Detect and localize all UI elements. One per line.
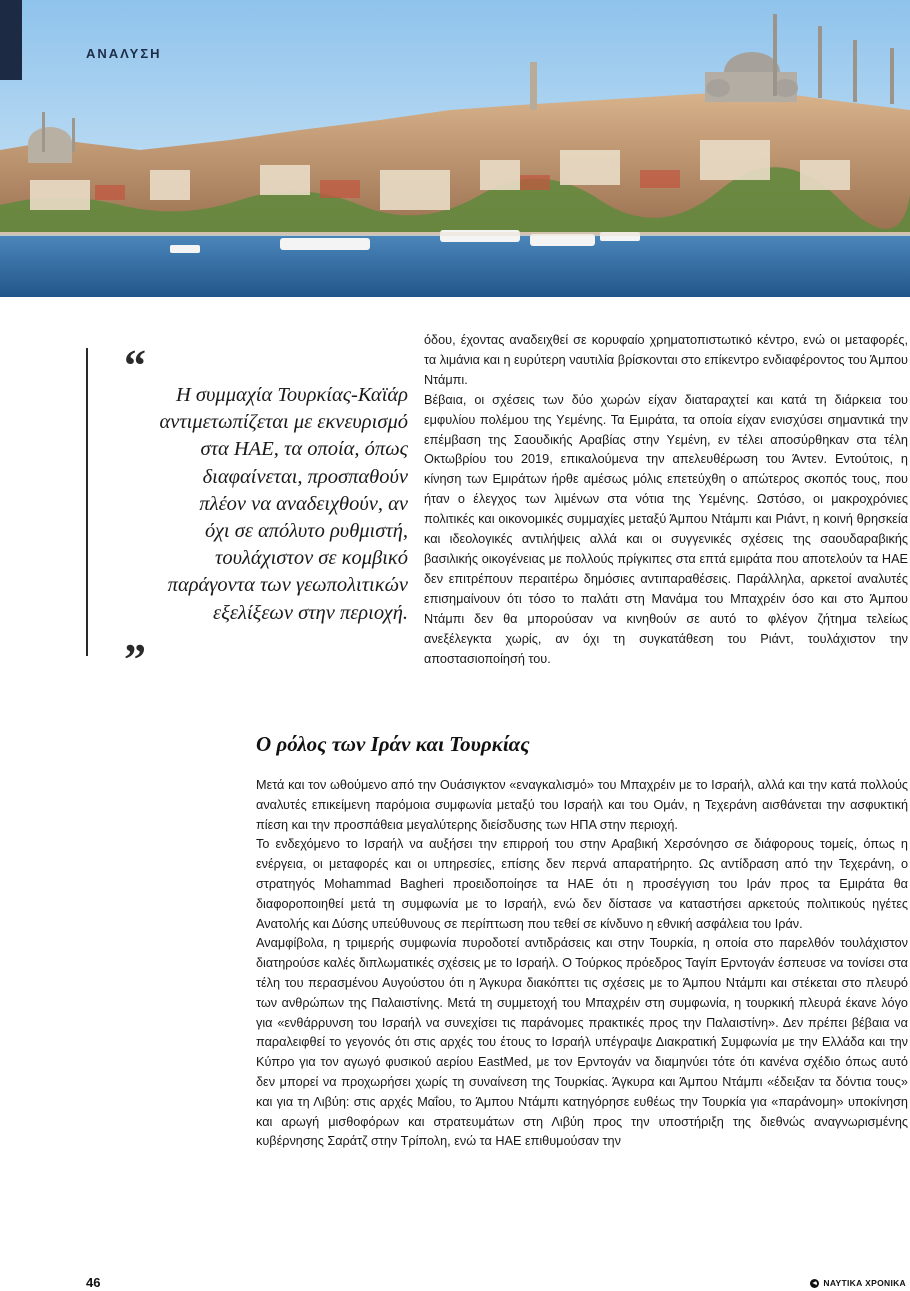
- footer-brand: [810, 1278, 906, 1288]
- paragraph: Μετά και τον ωθούμενο από την Ουάσιγκτον «εναγκαλισμό» του Μπαχρέιν με το Ισραήλ, αλλά και την κατά πολλούς αναλυτές επικείμενη παρόμοια συμφωνία μεταξύ του Ισραήλ και του Ομάν, η Τεχεράνη αισθάνεται την ασφυκτική πίεση και την προσπάθεια μεγαλύτερης διείσδυσης των ΗΠΑ στην περιοχή.: [256, 778, 908, 832]
- pull-quote-line: εξελίξεων στην περιοχή.: [213, 601, 408, 624]
- quote-open-mark: “: [124, 341, 146, 390]
- section-tab-marker: [0, 0, 22, 80]
- pull-quote-rule: [86, 348, 88, 656]
- paragraph: όδου, έχοντας αναδειχθεί σε κορυφαίο χρηματοπιστωτικό κέντρο, ενώ οι μεταφορές, τα λιμάνια και η ευρύτερη ναυτιλία βρίσκονται στο επίκεντρο ενδιαφέροντος του Άμπου Ντάμπι.: [424, 333, 908, 387]
- section-label: ΑΝΑΛΥΣΗ: [86, 46, 162, 61]
- right-column-text: [424, 331, 908, 669]
- page-number: 46: [86, 1275, 101, 1290]
- section-heading: Ο ρόλος των Ιράν και Τουρκίας: [256, 732, 530, 756]
- pull-quote-line: όχι σε απόλυτο ρυθμιστή,: [205, 520, 408, 543]
- paragraph: Αναμφίβολα, η τριμερής συμφωνία πυροδοτεί αντιδράσεις και στην Τουρκία, η οποία στο παρελθόν τουλάχιστον διατηρούσε καλές διπλωματικές σχέσεις με το Ισραήλ. Ο Τούρκος πρόεδρος Ταγίπ Ερντογάν έσπευσε να τονίσει στα τέλη του περασμένου Αυγούστου ότι η Άγκυρα διακόπτει τις σχέσεις με το Άμπου Ντάμπι και στέκεται στο πλευρό των ανθρώπων της Παλαιστίνης. Μετά τη συμμετοχή του Μπαχρέιν στη συμφωνία, η τουρκική πλευρά έκανε λόγο για «ενθάρρυνση του Ισραήλ να συνεχίσει τις παράνομες πρακτικές προς την Παλαιστίνη». Δεν πρέπει βέβαια να παραλειφθεί το γεγονός ότι στις αρχές του έτους το Ισραήλ υπέγραψε Διακρατική Συμφωνία με την Ελλάδα και την Κύπρο για τον αγωγό φυσικού αερίου EastMed, με τον Ερντογάν να διαμηνύει τότε ότι κανένα σχέδιο όπως αυτό δεν μπορεί να προχωρήσει χωρίς τη συναίνεση της Τουρκίας. Άγκυρα και Άμπου Ντάμπι «έδειξαν τα δόντια τους» και για τη Λιβύη: στις αρχές Μαΐου, το Άμπου Ντάμπι κατηγόρησε ευθέως την Τουρκία για «παράνομη» υποκίνηση και αρωγή μισθοφόρων και στρατευμάτων στη Λιβύη προς την υποστήριξη της διεθνώς αναγνωρισμένης κυβέρνησης Σαράτζ στην Τρίπολη, ενώ τα ΗΑΕ επιθυμούσαν την: [256, 936, 908, 1149]
- hero-photo: [0, 0, 910, 297]
- pull-quote-line: τουλάχιστον σε κομβικό: [215, 547, 408, 570]
- magazine-logo-icon: [810, 1279, 819, 1288]
- section-body-text: [256, 776, 908, 1152]
- istanbul-skyline-photo: [0, 0, 910, 297]
- pull-quote-line: παράγοντα των γεωπολιτικών: [167, 574, 408, 597]
- brand-name: ΝΑΥΤΙΚΑ ΧΡΟΝΙΚΑ: [823, 1278, 906, 1288]
- pull-quote-line: πλέον να αναδειχθούν, αν: [199, 492, 408, 515]
- pull-quote-line: στα ΗΑΕ, τα οποία, όπως: [200, 438, 408, 461]
- pull-quote: [124, 382, 408, 627]
- pull-quote-line: Η συμμαχία Τουρκίας-Καϊάρ: [175, 384, 408, 406]
- paragraph: Βέβαια, οι σχέσεις των δύο χωρών είχαν διαταραχτεί και κατά τη διάρκεια του εμφυλίου πολέμου της Υεμένης. Τα Εμιράτα, τα οποία είχαν ενισχύσει σημαντικά την επέμβαση της Σαουδικής Αραβίας στην Υεμένη, εν τέλει αποσύρθηκαν στα τέλη Οκτωβρίου του 2019, επικαλούμενα την απελευθέρωση του Άντεν. Εντούτοις, η κίνηση των Εμιράτων ήρθε αμέσως μόλις επετεύχθη ο απώτερος σκοπός τους, που ήταν ο έλεγχος των λιμένων στα νότια της Υεμένης. Ωστόσο, οι μακροχρόνιες πολιτικές και οικονομικές συμμαχίες μεταξύ Άμπου Ντάμπι και Ριάντ, η κοινή θρησκεία και ιδεολογικές αντιλήψεις αλλά και οι συγγενικές σχέσεις της σαουδαραβικής βασιλικής οικογένειας με πολλούς πρίγκιπες στα επτά εμιράτα που αποτελούν τα ΗΑΕ δεν επιτρέπουν περαιτέρω δημόσιες αντιπαραθέσεις. Παράλληλα, αρκετοί αναλυτές επισημαίνουν ότι τόσο το παλάτι στη Μανάμα του Μπαχρέιν όσο και στο Άμπου Ντάμπι δεν θα μπορούσαν να κινηθούν σε αυτό το φλέγον ζήτημα τελείως ανεξέλεγκτα χωρίς, αν όχι τη συγκατάθεση του Ριάντ, τουλάχιστον την αποστασιοποίησή του.: [424, 392, 908, 666]
- paragraph: Το ενδεχόμενο το Ισραήλ να αυξήσει την επιρροή του στην Αραβική Χερσόνησο σε διάφορους τομείς, όπως η ενέργεια, οι μεταφορές και οι υπηρεσίες, επίσης δεν περνά απαρατήρητο. Ως αντίδραση από την Τεχεράνη, ο στρατηγός Mohammad Bagheri προειδοποίησε τα ΗΑΕ ότι η προσέγγιση του Ιράν προς τα Εμιράτα θα διαφοροποιηθεί μετά τη συμφωνία με το Ισραήλ, ενώ δεν δίστασε να καταστήσει αρκετούς πολιτικούς ηγέτες Ανατολής και Δύσης υπεύθυνους σε περίπτωση που τεθεί σε κίνδυνο η εθνική ασφάλεια του Ιράν.: [256, 837, 908, 931]
- pull-quote-line: διαφαίνεται, προσπαθούν: [202, 465, 408, 488]
- pull-quote-line: αντιμετωπίζεται με εκνευρισμό: [159, 411, 408, 434]
- quote-close-mark: ”: [124, 635, 146, 684]
